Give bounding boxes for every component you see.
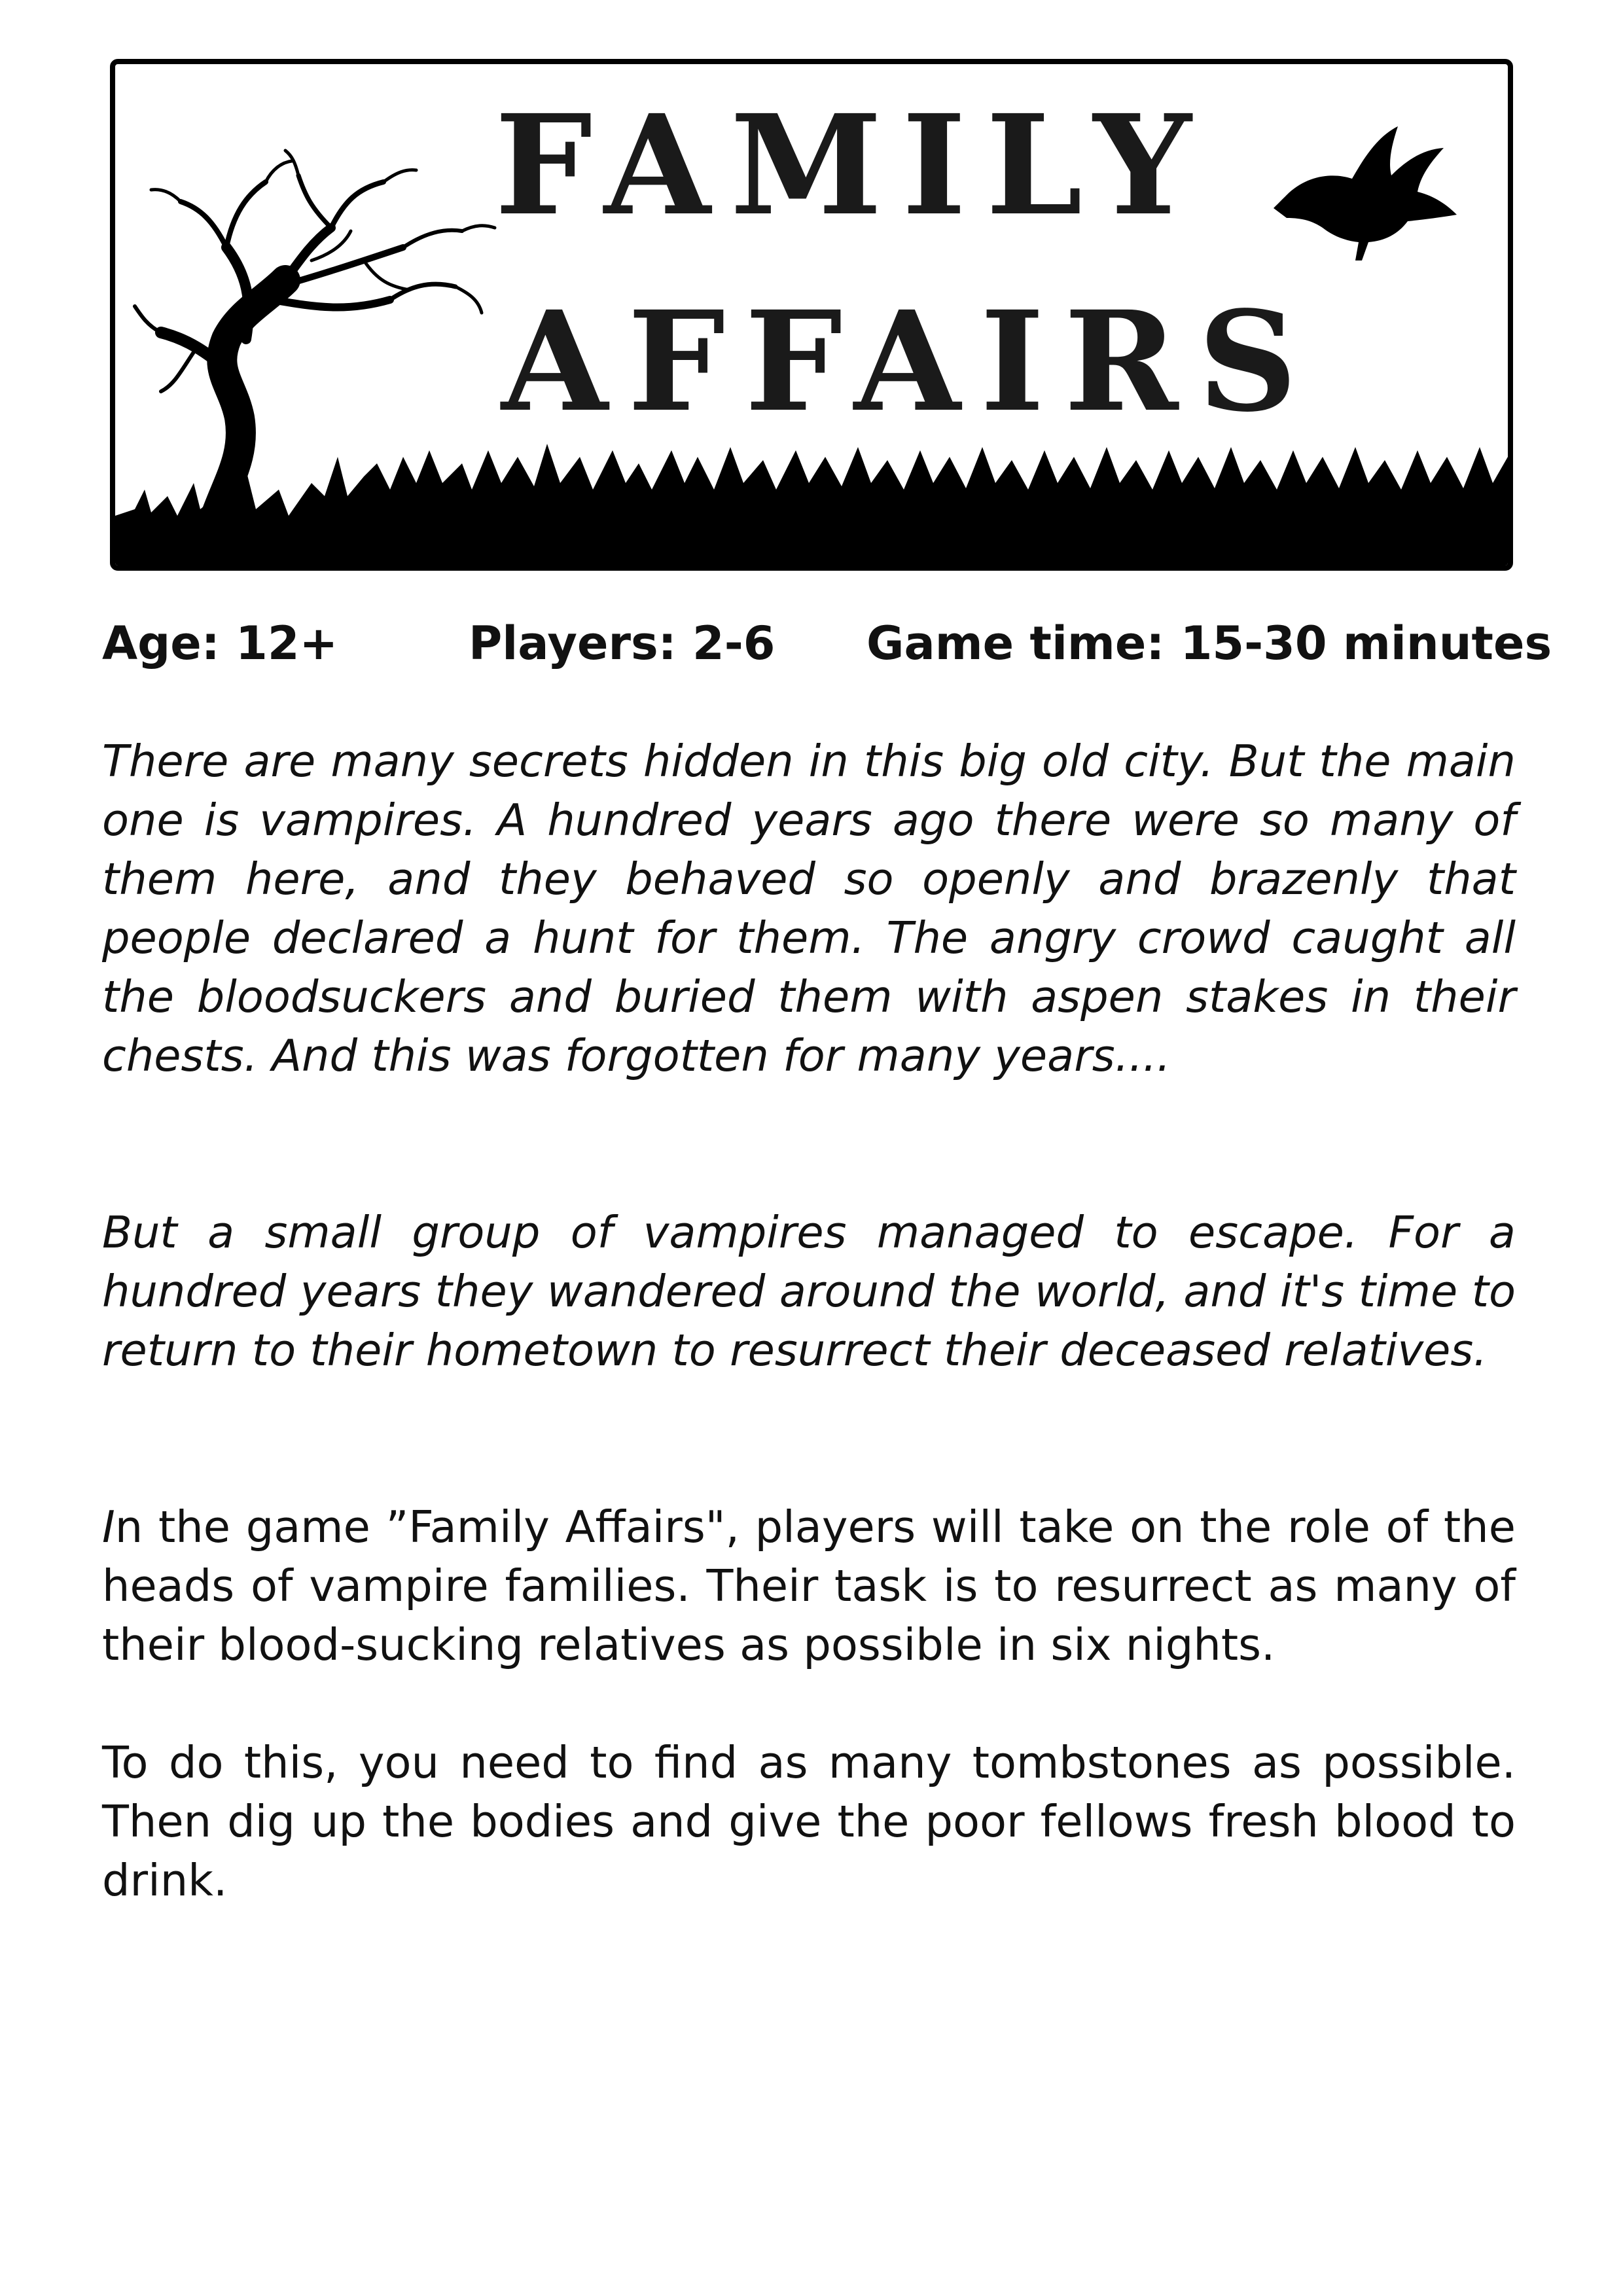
grass-silhouette [115, 444, 1508, 565]
escape-paragraph: But a small group of vampires managed to escape. For a hundred years they wandered around the world, and it's time to return to their hometown to resurrect their deceased relatives. [102, 1207, 1516, 1376]
game-title-line-1: FAMILY [495, 84, 1211, 246]
intro-paragraph: There are many secrets hidden in this big old city. But the main one is vampires. A hundred years ago there were so many of them here, and they behaved so openly and brazenly that people declared a hunt for them. The angry crowd caught all the bloodsuckers and buried them with aspen stakes in their chests. And this was forgotten for many years.... [102, 736, 1516, 1081]
game-intro-paragraph [102, 1498, 1516, 1674]
drop-initial: I [102, 1501, 115, 1552]
game-info-row [102, 614, 1552, 673]
game-duration: Game time: 15-30 minutes [866, 617, 1552, 670]
age-rating: Age: 12+ [102, 617, 338, 670]
goal-paragraph: To do this, you need to find as many tombstones as possible. Then dig up the bodies and give the poor fellows fresh blood to drink. [102, 1737, 1516, 1906]
bare-tree-icon [135, 151, 495, 522]
game-intro-text: n the game ”Family Affairs", players will take on the role of the heads of vampire families. Their task is to resurrect as many of their blood-sucking relatives as possible in six nights. [102, 1501, 1516, 1670]
game-title-line-2: AFFAIRS [501, 281, 1317, 442]
crow-icon [1274, 126, 1457, 260]
player-count: Players: 2-6 [469, 617, 776, 670]
title-banner [110, 59, 1513, 571]
